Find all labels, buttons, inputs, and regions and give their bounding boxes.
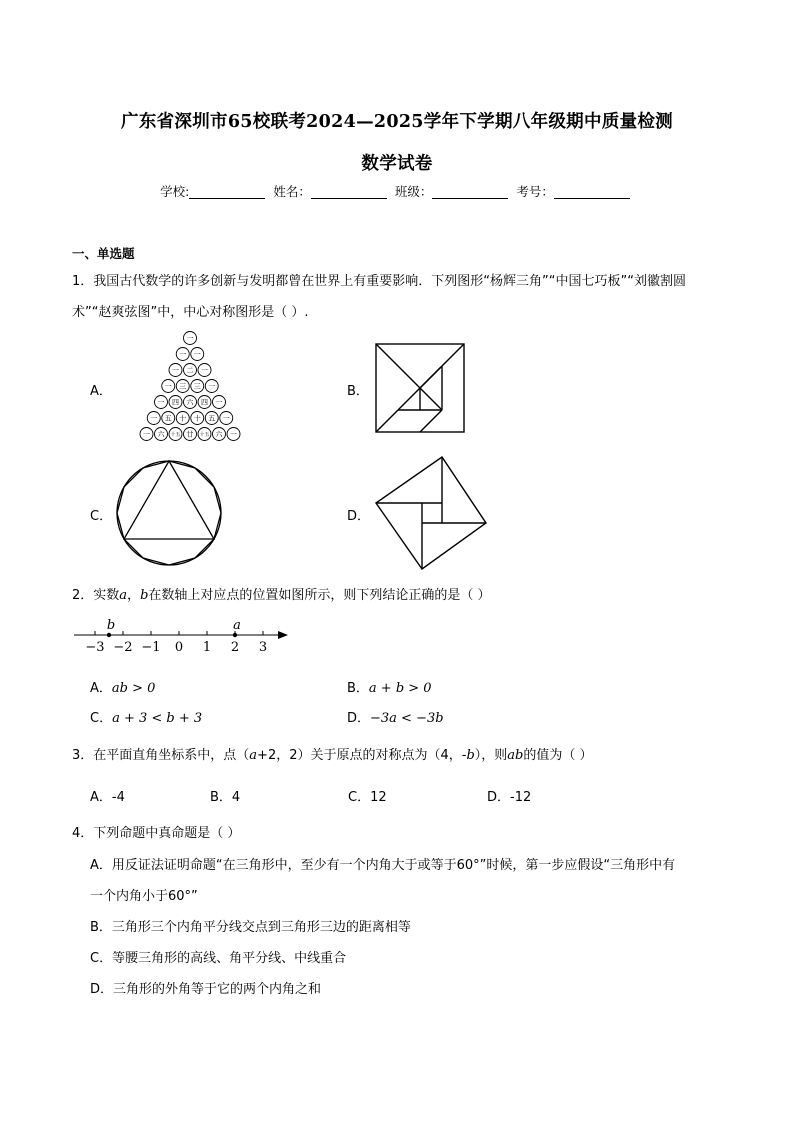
field-examno-blank[interactable] — [554, 184, 630, 199]
q3-option-c[interactable]: C．12 — [348, 790, 387, 805]
q1-stem-line1: 1．我国古代数学的许多创新与发明都曾在世界上有重要影响．下列图形“杨辉三角”“中国七巧板”“刘徽割圆 — [72, 274, 686, 289]
yanghui-node — [169, 364, 182, 377]
section-heading: 一、单选题 — [72, 246, 135, 261]
yanghui-triangle-figure — [110, 330, 270, 446]
q4-option-c[interactable]: C．等腰三角形的高线、角平分线、中线重合 — [90, 951, 347, 966]
yanghui-node — [184, 332, 197, 345]
q2-stem: 2．实数a，b在数轴上对应点的位置如图所示，则下列结论正确的是（ ） — [72, 588, 491, 603]
svg-text:十: 十 — [179, 414, 187, 423]
q4-option-d[interactable]: D．三角形的外角等于它的两个内角之和 — [90, 982, 322, 997]
q1-option-c-label: C． — [90, 509, 113, 524]
svg-text:六: 六 — [215, 430, 223, 439]
tangram-figure — [372, 340, 468, 436]
yanghui-node — [155, 428, 168, 441]
svg-text:一: 一 — [230, 430, 237, 439]
q4-stem: 4．下列命题中真命题是（ ） — [72, 826, 241, 841]
svg-text:一: 一 — [179, 350, 187, 359]
yanghui-node — [169, 396, 182, 409]
yanghui-node — [227, 428, 240, 441]
axis-tick-label: −2 — [113, 640, 133, 655]
liuhui-circle-figure — [114, 456, 224, 570]
yanghui-node — [140, 428, 153, 441]
number-line — [70, 612, 300, 658]
q1-option-b-label: B． — [347, 384, 369, 399]
svg-text:十五: 十五 — [170, 431, 181, 438]
axis-tick-label: 1 — [202, 640, 212, 655]
yanghui-node — [169, 428, 182, 441]
svg-text:六: 六 — [157, 430, 165, 439]
svg-text:十: 十 — [193, 414, 201, 423]
q2-option-c[interactable]: C．a + 3 < b + 3 — [90, 711, 203, 726]
yanghui-node — [198, 396, 211, 409]
yanghui-node — [184, 396, 197, 409]
field-school-blank[interactable] — [189, 184, 265, 199]
axis-tick-label: 0 — [174, 640, 184, 655]
axis-tick-label: 3 — [258, 640, 268, 655]
svg-text:六: 六 — [186, 398, 194, 407]
number-line-point-label: b — [106, 618, 116, 633]
field-class-label: 班级： — [394, 184, 433, 199]
q1-stem-line2: 术”“赵爽弦图”中，中心对称图形是（ ）. — [72, 305, 309, 320]
svg-text:一: 一 — [186, 334, 194, 343]
yanghui-node — [176, 412, 189, 425]
svg-text:四: 四 — [201, 398, 208, 407]
axis-tick-label: −3 — [85, 640, 105, 655]
svg-text:一: 一 — [143, 430, 150, 439]
yanghui-node — [205, 380, 218, 393]
yanghui-node — [213, 396, 226, 409]
q2-option-a[interactable]: A．ab > 0 — [90, 681, 156, 696]
yanghui-node — [176, 348, 189, 361]
svg-text:三: 三 — [193, 382, 201, 391]
svg-text:五: 五 — [164, 414, 172, 423]
yanghui-node — [213, 428, 226, 441]
svg-text:三: 三 — [179, 382, 187, 391]
q3-option-d[interactable]: D．-12 — [487, 790, 532, 805]
yanghui-node — [155, 396, 168, 409]
svg-text:十五: 十五 — [199, 431, 210, 438]
q3-option-a[interactable]: A．-4 — [90, 790, 125, 805]
svg-text:一: 一 — [157, 398, 165, 407]
field-school-label: 学校: — [160, 184, 190, 199]
svg-text:一: 一 — [208, 382, 216, 391]
svg-text:二: 二 — [186, 366, 194, 375]
svg-text:一: 一 — [193, 350, 201, 359]
svg-text:一: 一 — [222, 414, 230, 423]
zhaoshuang-figure — [372, 455, 490, 571]
field-name-label: 姓名： — [273, 184, 311, 199]
exam-title: 广东省深圳市65校联考2024—2025学年下学期八年级期中质量检测 — [121, 112, 673, 132]
q1-option-a-label: A． — [90, 384, 112, 399]
yanghui-node — [220, 412, 233, 425]
yanghui-node — [147, 412, 160, 425]
yanghui-node — [205, 412, 218, 425]
svg-text:一: 一 — [201, 366, 208, 375]
yanghui-node — [191, 380, 204, 393]
axis-tick-label: −1 — [141, 640, 161, 655]
arrow-right-icon — [278, 631, 288, 639]
svg-text:一: 一 — [164, 382, 172, 391]
q3-option-b[interactable]: B．4 — [210, 790, 241, 805]
q1-option-d-label: D． — [347, 509, 371, 524]
number-line-point-label: a — [233, 618, 241, 633]
number-line-point — [233, 633, 237, 637]
svg-text:四: 四 — [172, 398, 179, 407]
yanghui-node — [162, 380, 175, 393]
yanghui-node — [184, 428, 197, 441]
svg-text:一: 一 — [172, 366, 179, 375]
yanghui-node — [162, 412, 175, 425]
q2-option-d[interactable]: D．−3a < −3b — [347, 711, 444, 726]
field-examno-label: 考号： — [516, 184, 554, 199]
q4-option-a-line2: 一个内角小于60°” — [90, 889, 198, 904]
exam-subtitle: 数学试卷 — [361, 154, 433, 174]
yanghui-node — [191, 412, 204, 425]
q3-stem: 3．在平面直角坐标系中，点（a+2，2）关于原点的对称点为（4，-b），则ab的值为（ ） — [72, 748, 593, 763]
yanghui-node — [191, 348, 204, 361]
yanghui-node — [198, 364, 211, 377]
svg-text:一: 一 — [215, 398, 223, 407]
student-info-fields — [0, 182, 794, 200]
yanghui-node — [198, 428, 211, 441]
svg-text:廿: 廿 — [186, 430, 194, 439]
q2-option-b[interactable]: B．a + b > 0 — [347, 681, 432, 696]
svg-text:一: 一 — [150, 414, 158, 423]
axis-tick-label: 2 — [230, 640, 240, 655]
number-line-point — [107, 633, 111, 637]
q4-option-a-line1[interactable]: A．用反证法证明命题“在三角形中，至少有一个内角大于或等于60°”时候，第一步应假设“三角形中有 — [90, 858, 676, 873]
yanghui-node — [184, 364, 197, 377]
svg-text:五: 五 — [208, 414, 216, 423]
q4-option-b[interactable]: B．三角形三个内角平分线交点到三角形三边的距离相等 — [90, 920, 411, 935]
yanghui-node — [176, 380, 189, 393]
field-name-blank[interactable] — [311, 184, 387, 199]
field-class-blank[interactable] — [432, 184, 508, 199]
